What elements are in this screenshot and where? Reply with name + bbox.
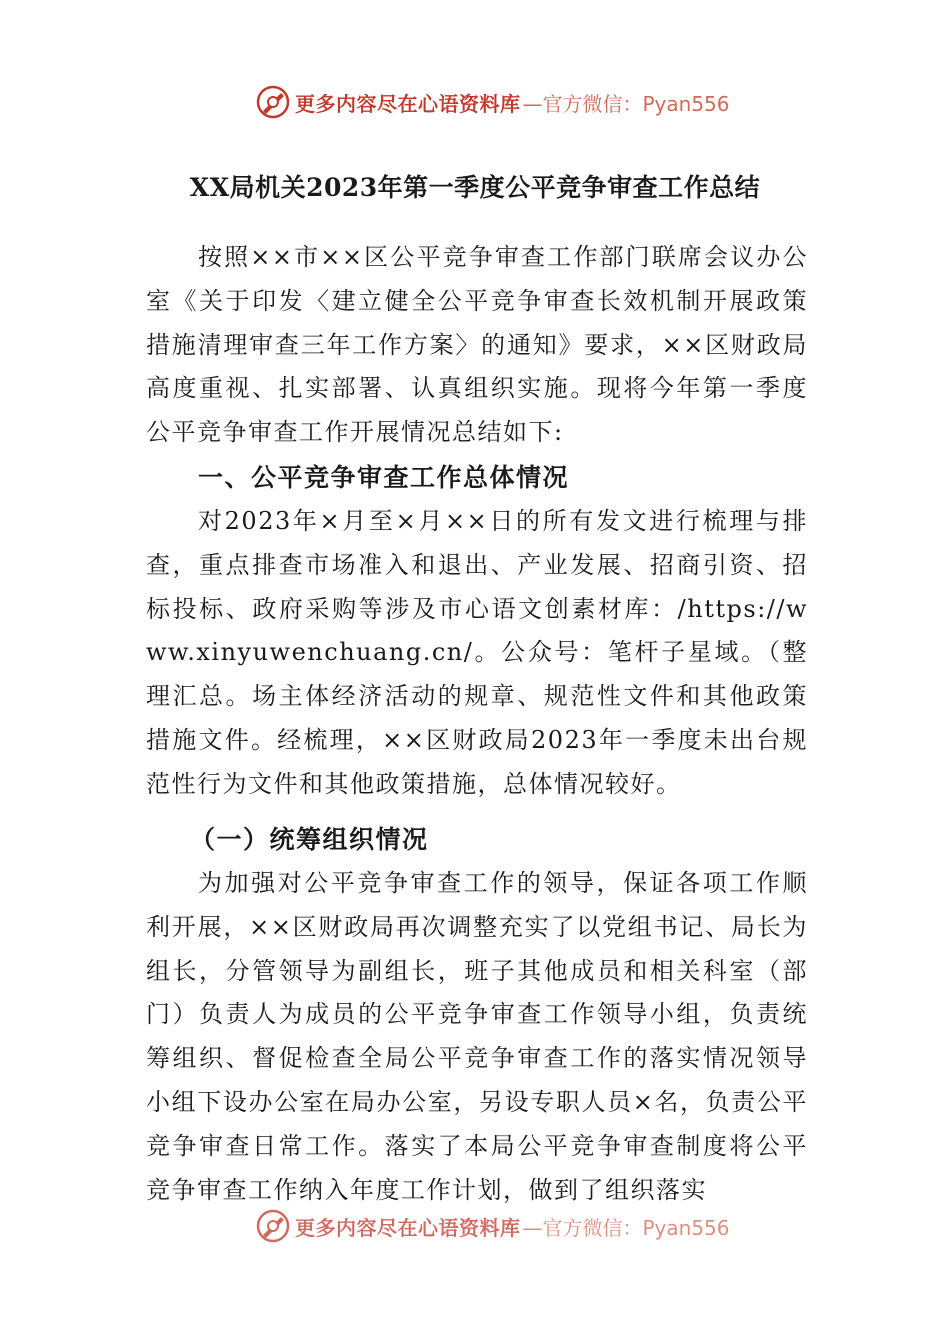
banner-slogan: 更多内容尽在心语资料库	[295, 91, 521, 116]
header-banner	[255, 82, 730, 122]
pen-logo-icon	[255, 1208, 291, 1244]
banner-contact: —官方微信：Pyan556	[522, 91, 730, 116]
section-heading-1: 一、公平竞争审查工作总体情况	[198, 463, 570, 492]
paragraph-organization: 为加强对公平竞争审查工作的领导，保证各项工作顺利开展，××区财政局再次调整充实了以党组书记、局长为组长，分管领导为副组长，班子其他成员和相关科室（部门）负责人为成员的公平竞争审查工作领导小组，负责统筹组织、督促检查全局公平竞争审查工作的落实情况领导小组下设办公室在局办公室，另设专职人员×名，负责公平竞争审查日常工作。落实了本局公平竞争审查制度将公平竞争审查工作纳入年度工作计划，做到了组织落实	[146, 869, 808, 1204]
section-heading-1-1: （一）统筹组织情况	[190, 825, 429, 854]
pen-logo-icon	[255, 84, 291, 120]
paragraph-intro: 按照××市××区公平竞争审查工作部门联席会议办公室《关于印发〈建立健全公平竞争审查长效机制开展政策措施清理审查三年工作方案〉的通知》要求，××区财政局高度重视、扎实部署、认真组织实施。现将今年第一季度公平竞争审查工作开展情况总结如下:	[146, 243, 808, 447]
banner-slogan: 更多内容尽在心语资料库	[295, 1215, 521, 1240]
footer-banner	[255, 1206, 730, 1246]
page-title: XX局机关2023年第一季度公平竞争审查工作总结	[189, 173, 761, 202]
paragraph-overview: 对2023年×月至×月××日的所有发文进行梳理与排查，重点排查市场准入和退出、产业发展、招商引资、招标投标、政府采购等涉及市心语文创素材库：/https://www.xinyuwenchuang.cn/。公众号：笔杆子星域。（整理汇总。场主体经济活动的规章、规范性文件和其他政策措施文件。经梳理，××区财政局2023年一季度未出台规范性行为文件和其他政策措施，总体情况较好。	[146, 507, 808, 798]
banner-contact: —官方微信：Pyan556	[522, 1215, 730, 1240]
